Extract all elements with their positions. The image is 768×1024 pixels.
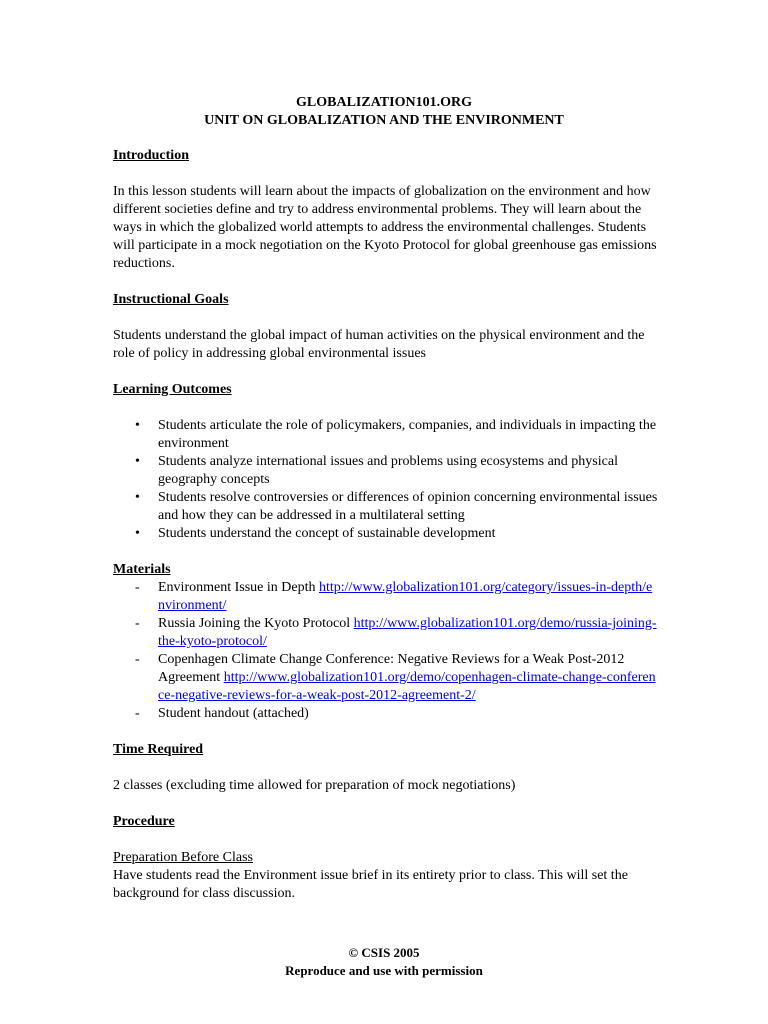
bullet-icon: • [135, 526, 140, 541]
materials-heading: Materials [113, 562, 171, 577]
copyright-notice: © CSIS 2005 [348, 945, 420, 960]
bullet-icon: • [135, 490, 140, 505]
procedure-heading: Procedure [113, 814, 175, 829]
introduction-heading: Introduction [113, 148, 189, 163]
procedure-subheading: Preparation Before Class [113, 850, 253, 865]
material-label: Environment Issue in Depth [158, 580, 316, 595]
learning-outcomes-heading: Learning Outcomes [113, 382, 232, 397]
list-item-text: Students analyze international issues and problems using ecosystems and physical geography concepts [158, 454, 618, 487]
introduction-text: In this lesson students will learn about the impacts of globalization on the environment and how different societies define and try to address environmental problems. They will learn about the ways in which the globalized world attempts to address the environmental challenges. Students will participate in a mock negotiation on the Kyoto Protocol for global greenhouse gas emissions reductions. [113, 184, 657, 271]
list-item [113, 705, 658, 723]
document-footer [0, 944, 768, 980]
dash-icon: - [135, 616, 140, 631]
material-link[interactable]: http://www.globalization101.org/demo/copenhagen-climate-change-conference-negative-reviews-for-a-weak-post-2012-agreement-2/ [158, 670, 656, 703]
procedure-text: Have students read the Environment issue brief in its entirety prior to class. This will set the background for class discussion. [113, 868, 628, 901]
document-header [0, 94, 768, 130]
list-item [113, 525, 658, 543]
instructional-goals-heading: Instructional Goals [113, 292, 229, 307]
material-label: Copenhagen Climate Change Conference: Negative Reviews for a Weak Post-2012 Agreement [158, 652, 625, 685]
materials-list [113, 579, 658, 723]
list-item [113, 579, 658, 615]
list-item-text: Students articulate the role of policymakers, companies, and individuals in impacting the environment [158, 418, 657, 451]
list-item-text: Students resolve controversies or differences of opinion concerning environmental issues and how they can be addressed in a multilateral setting [158, 490, 658, 523]
material-link[interactable]: http://www.globalization101.org/demo/russia-joining-the-kyoto-protocol/ [158, 616, 657, 649]
dash-icon: - [135, 706, 140, 721]
material-label: Student handout (attached) [158, 706, 309, 721]
list-item [113, 651, 658, 705]
permission-notice: Reproduce and use with permission [285, 963, 483, 978]
material-label: Russia Joining the Kyoto Protocol [158, 616, 351, 631]
dash-icon: - [135, 580, 140, 595]
instructional-goals-text: Students understand the global impact of human activities on the physical environment and the role of policy in addressing global environmental issues [113, 328, 645, 361]
dash-icon: - [135, 652, 140, 667]
material-link[interactable]: http://www.globalization101.org/category/issues-in-depth/environment/ [158, 580, 653, 613]
bullet-icon: • [135, 418, 140, 433]
list-item [113, 615, 658, 651]
list-item-text: Students understand the concept of sustainable development [158, 526, 496, 541]
list-item [113, 417, 658, 453]
time-required-heading: Time Required [113, 742, 204, 757]
bullet-icon: • [135, 454, 140, 469]
learning-outcomes-list [113, 417, 658, 543]
document-body [113, 147, 658, 903]
time-required-text: 2 classes (excluding time allowed for preparation of mock negotiations) [113, 778, 516, 793]
unit-title: UNIT ON GLOBALIZATION AND THE ENVIRONMENT [204, 113, 564, 128]
site-title: GLOBALIZATION101.ORG [296, 95, 472, 110]
list-item [113, 489, 658, 525]
list-item [113, 453, 658, 489]
